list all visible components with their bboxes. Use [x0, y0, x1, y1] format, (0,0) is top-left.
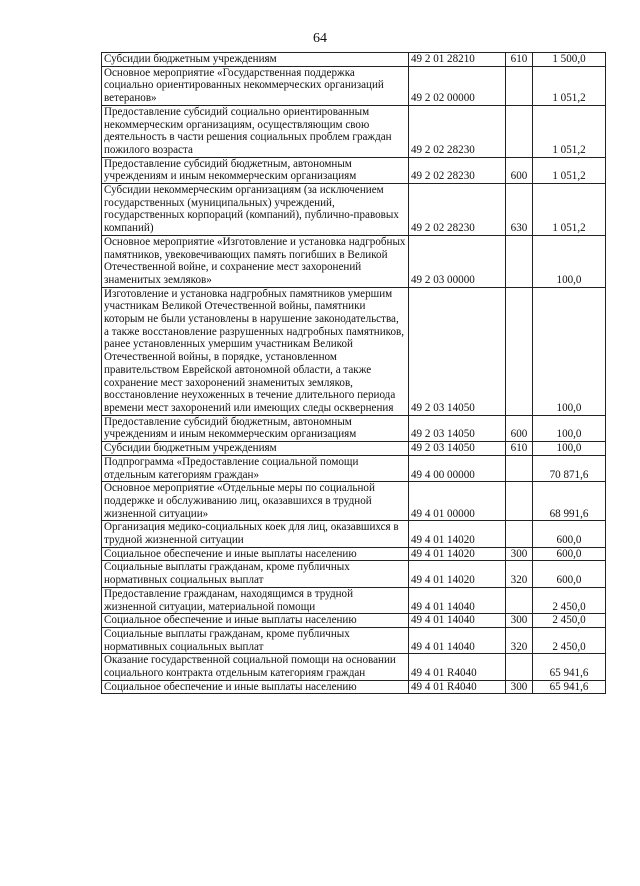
row-name-cell: Социальное обеспечение и иные выплаты населению	[102, 680, 409, 694]
row-name-cell: Предоставление субсидий бюджетным, автономным учреждениям и иным некоммерческим организациям	[102, 415, 409, 441]
row-expense-type-cell	[506, 482, 533, 521]
row-name-cell: Основное мероприятие «Государственная поддержка социально ориентированных некоммерческих организаций ветеранов»	[102, 66, 409, 105]
row-code-cell: 49 2 02 28230	[409, 157, 506, 183]
row-expense-type-cell: 320	[506, 627, 533, 653]
table-row	[102, 482, 606, 521]
row-name-cell: Социальное обеспечение и иные выплаты населению	[102, 547, 409, 561]
row-expense-type-cell: 300	[506, 614, 533, 628]
row-expense-type-cell	[506, 455, 533, 481]
table-row	[102, 287, 606, 415]
row-expense-type-cell	[506, 66, 533, 105]
row-name-cell: Основное мероприятие «Отдельные меры по социальной поддержке и обслуживанию лиц, оказавшихся в трудной жизненной ситуации»	[102, 482, 409, 521]
row-amount-cell: 100,0	[533, 235, 606, 287]
row-expense-type-cell	[506, 654, 533, 680]
row-expense-type-cell: 600	[506, 157, 533, 183]
row-amount-cell: 1 051,2	[533, 184, 606, 236]
table-row	[102, 547, 606, 561]
row-name-cell: Социальные выплаты гражданам, кроме публичных нормативных социальных выплат	[102, 561, 409, 587]
row-name-cell: Организация медико-социальных коек для лиц, оказавшихся в трудной жизненной ситуации	[102, 521, 409, 547]
row-amount-cell: 65 941,6	[533, 654, 606, 680]
table-row	[102, 235, 606, 287]
row-code-cell: 49 4 01 14020	[409, 521, 506, 547]
row-code-cell: 49 4 01 14040	[409, 587, 506, 613]
row-amount-cell: 600,0	[533, 547, 606, 561]
row-expense-type-cell	[506, 287, 533, 415]
row-amount-cell: 100,0	[533, 415, 606, 441]
table-row	[102, 53, 606, 67]
row-amount-cell: 600,0	[533, 561, 606, 587]
row-amount-cell: 65 941,6	[533, 680, 606, 694]
table-row	[102, 184, 606, 236]
row-name-cell: Субсидии некоммерческим организациям (за исключением государственных (муниципальных) учреждений, государственных корпораций (компаний), публично-правовых компаний)	[102, 184, 409, 236]
row-amount-cell: 100,0	[533, 442, 606, 456]
row-name-cell: Подпрограмма «Предоставление социальной помощи отдельным категориям граждан»	[102, 455, 409, 481]
table-row	[102, 587, 606, 613]
row-code-cell: 49 4 01 14040	[409, 627, 506, 653]
row-code-cell: 49 4 01 00000	[409, 482, 506, 521]
row-code-cell: 49 2 03 00000	[409, 235, 506, 287]
row-expense-type-cell	[506, 235, 533, 287]
row-code-cell: 49 2 02 00000	[409, 66, 506, 105]
row-expense-type-cell: 600	[506, 415, 533, 441]
row-amount-cell: 2 450,0	[533, 587, 606, 613]
row-amount-cell: 70 871,6	[533, 455, 606, 481]
table-row	[102, 521, 606, 547]
row-name-cell: Субсидии бюджетным учреждениям	[102, 442, 409, 456]
row-code-cell: 49 4 01 14040	[409, 614, 506, 628]
row-expense-type-cell: 300	[506, 547, 533, 561]
table-row	[102, 442, 606, 456]
row-expense-type-cell: 610	[506, 442, 533, 456]
table-row	[102, 415, 606, 441]
table-row	[102, 157, 606, 183]
row-name-cell: Предоставление гражданам, находящимся в трудной жизненной ситуации, материальной помощи	[102, 587, 409, 613]
row-expense-type-cell: 630	[506, 184, 533, 236]
row-code-cell: 49 4 01 14020	[409, 547, 506, 561]
row-expense-type-cell: 320	[506, 561, 533, 587]
row-name-cell: Социальные выплаты гражданам, кроме публичных нормативных социальных выплат	[102, 627, 409, 653]
page-number: 64	[313, 31, 327, 46]
row-code-cell: 49 2 03 14050	[409, 442, 506, 456]
row-amount-cell: 1 051,2	[533, 157, 606, 183]
row-code-cell: 49 4 01 R4040	[409, 654, 506, 680]
row-amount-cell: 600,0	[533, 521, 606, 547]
row-expense-type-cell	[506, 105, 533, 157]
row-name-cell: Оказание государственной социальной помощи на основании социального контракта отдельным категориям граждан	[102, 654, 409, 680]
row-amount-cell: 68 991,6	[533, 482, 606, 521]
row-name-cell: Предоставление субсидий бюджетным, автономным учреждениям и иным некоммерческим организациям	[102, 157, 409, 183]
table-row	[102, 614, 606, 628]
row-amount-cell: 1 051,2	[533, 105, 606, 157]
row-code-cell: 49 4 01 R4040	[409, 680, 506, 694]
row-amount-cell: 2 450,0	[533, 627, 606, 653]
row-code-cell: 49 4 01 14020	[409, 561, 506, 587]
row-code-cell: 49 2 01 28210	[409, 53, 506, 67]
table-row	[102, 105, 606, 157]
table-row	[102, 561, 606, 587]
row-name-cell: Основное мероприятие «Изготовление и установка надгробных памятников, увековечивающих память погибших в Великой Отечественной войне, и сохранение мест захоронений знаменитых земляков»	[102, 235, 409, 287]
row-amount-cell: 1 500,0	[533, 53, 606, 67]
row-amount-cell: 1 051,2	[533, 66, 606, 105]
row-expense-type-cell	[506, 521, 533, 547]
row-code-cell: 49 2 02 28230	[409, 184, 506, 236]
row-name-cell: Предоставление субсидий социально ориентированным некоммерческим организациям, осуществляющим свою деятельность в части решения социальных проблем граждан пожилого возраста	[102, 105, 409, 157]
budget-table	[101, 52, 606, 694]
table-row	[102, 627, 606, 653]
row-amount-cell: 100,0	[533, 287, 606, 415]
table-row	[102, 455, 606, 481]
row-code-cell: 49 2 03 14050	[409, 415, 506, 441]
row-expense-type-cell: 300	[506, 680, 533, 694]
row-amount-cell: 2 450,0	[533, 614, 606, 628]
table-row	[102, 680, 606, 694]
row-code-cell: 49 4 00 00000	[409, 455, 506, 481]
row-name-cell: Социальное обеспечение и иные выплаты населению	[102, 614, 409, 628]
table-row	[102, 654, 606, 680]
row-name-cell: Субсидии бюджетным учреждениям	[102, 53, 409, 67]
row-code-cell: 49 2 02 28230	[409, 105, 506, 157]
row-expense-type-cell: 610	[506, 53, 533, 67]
row-code-cell: 49 2 03 14050	[409, 287, 506, 415]
row-expense-type-cell	[506, 587, 533, 613]
budget-table-body	[102, 53, 606, 694]
table-row	[102, 66, 606, 105]
row-name-cell: Изготовление и установка надгробных памятников умершим участникам Великой Отечественной войны, памятники которым не были установлены в нарушение законодательства, а также восстановление разрушенных надгробных памятников, ранее установленных умершим участникам Великой Отечественной войны, в порядке, установленном правительством Еврейской автономной области, а также сохранение мест захоронений знаменитых земляков, восстановление неухоженных в течение длительного периода времени мест захоронений или имеющих следы осквернения	[102, 287, 409, 415]
